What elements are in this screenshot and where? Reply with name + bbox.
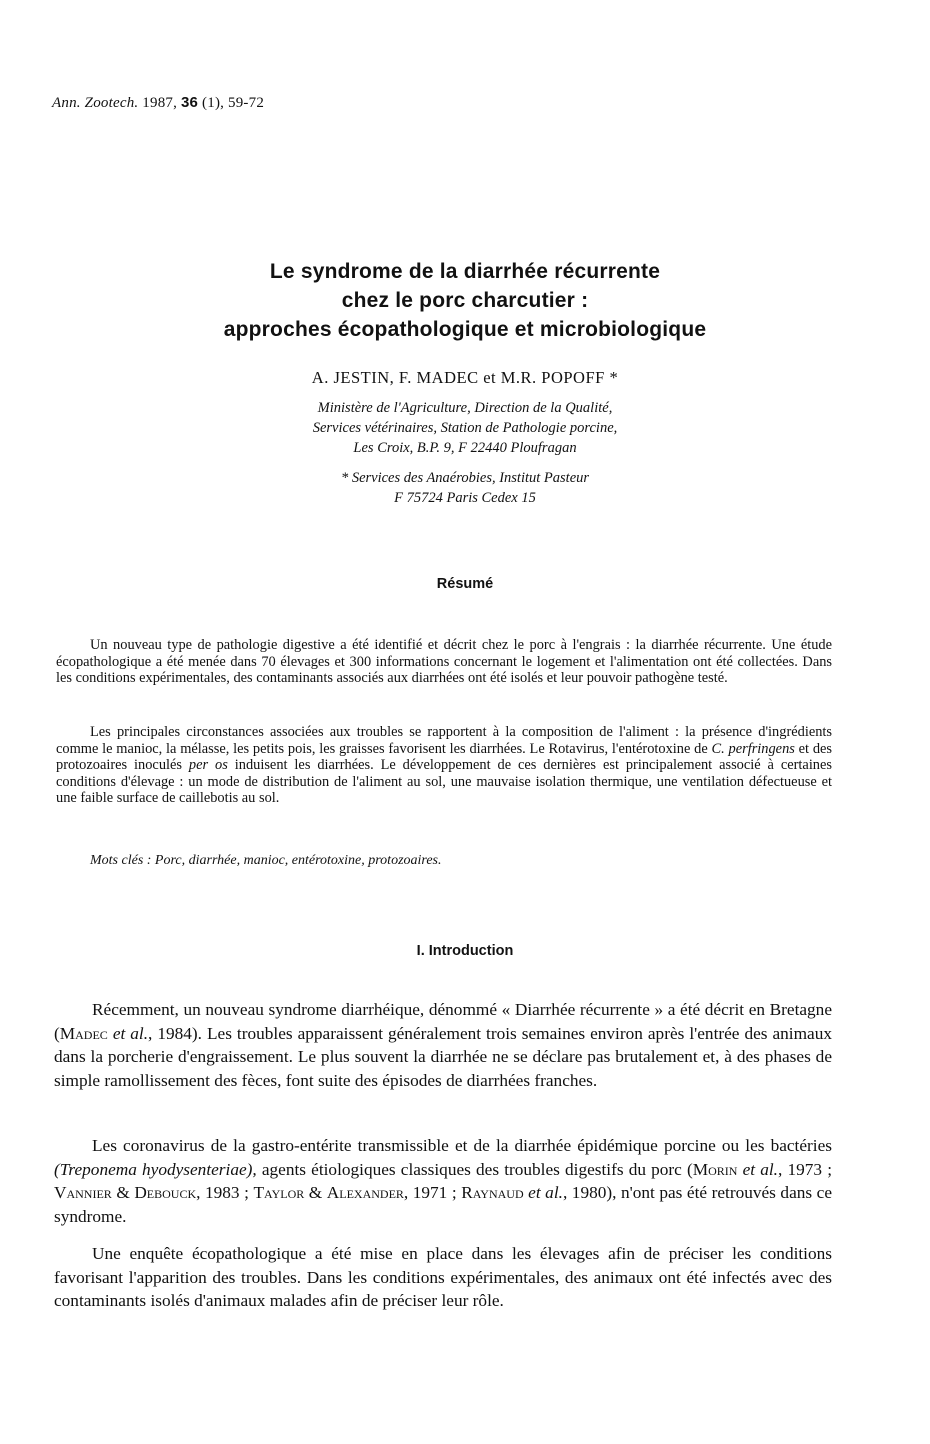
introduction-heading: I. Introduction [416,943,514,959]
ref-et-al: et al. [742,1159,779,1179]
intro-paragraph-1 [54,998,832,1092]
affiliation-1-line-2: Services vétérinaires, Station de Pathologie porcine, [312,420,618,436]
abstract-p2-text-e: induisent les diarrhées. Le développement de ces dernières est principalement associé à certaines conditions d'élevage : un mode de distribution de l'aliment au sol, une mauvaise isolation thermique, une ventilation défectueuse et une faible surface de caillebotis au sol. [56,757,832,806]
journal-citation [52,94,264,112]
species-treponema: (Treponema hyodysenteriae), [54,1159,257,1179]
affiliation-1-line-3: Les Croix, B.P. 9, F 22440 Ploufragan [353,440,577,456]
abstract-p2-text-c: et des protozoaires inoculés [56,740,833,773]
journal-volume: 36 [181,94,199,111]
ref-author-raynaud: Raynaud [461,1183,524,1202]
ref-author-vannier: Vannier [54,1183,112,1202]
abstract-p2-text-a: Les principales circonstances associées aux troubles se rapportent à la composition de l'aliment : la présence d'ingrédients comme le manioc, la mélasse, les petits pois, les graisses favorisent les diarrhées. Le Rotavirus, l'entérotoxine de [56,724,832,757]
ref-author-alexander: Alexander [326,1183,404,1202]
intro-p2-text-d: , 1983 ; [196,1183,254,1202]
species-c-perfringens: C. perfringens [711,740,795,757]
abstract-paragraph-1: Un nouveau type de pathologie digestive a été identifié et décrit chez le porc à l'engrais : la diarrhée récurrente. Une étude écopathologique a été menée dans 70 élevages et 300 informations concernant le logement et l'alimentation ont été collectées. Dans les conditions expérimentales, des contaminants associés aux diarrhées ont été isolés et leur pouvoir pathogène testé. [56,637,832,686]
abstract-paragraph-2 [56,724,832,807]
title-line-3: approches écopathologique et microbiologique [223,318,707,341]
ref-author-debouck: Debouck [134,1183,197,1202]
title-line-2: chez le porc charcutier : [341,289,589,312]
intro-paragraph-3: Une enquête écopathologique a été mise en place dans les élevages afin de préciser les conditions favorisant l'apparition des troubles. Dans les conditions expérimentales, des animaux ont été infectés avec des contaminants isolés d'animaux malades afin de préciser leur rôle. [54,1244,832,1310]
ref-author-morin: Morin [692,1159,738,1179]
intro-p2-text-a: Les coronavirus de la gastro-entérite transmissible et de la diarrhée épidémique porcine ou les bactéries [92,1136,832,1155]
title-line-1: Le syndrome de la diarrhée récurrente [269,260,661,283]
intro-p2-text-b: agents étiologiques classiques des troubles digestifs du porc ( [256,1159,693,1179]
ref-author-madec: Madec [59,1023,108,1043]
resume-heading: Résumé [436,576,494,592]
keywords: Mots clés : Porc, diarrhée, manioc, entérotoxine, protozoaires. [90,853,442,868]
per-os-term: per os [188,757,228,773]
intro-p1-text-a: Récemment, un nouveau syndrome diarrhéique, dénommé « Diarrhée récurrente » a été décrit en Bretagne ( [54,1000,832,1043]
intro-p2-text-c: , 1973 ; [778,1159,832,1179]
affiliation-2-line-2: F 75724 Paris Cedex 15 [394,490,536,506]
journal-issue-pages: (1), 59-72 [202,95,265,111]
ref-et-al: et al. [112,1023,149,1043]
intro-paragraph-2 [54,1134,832,1228]
intro-p2-text-f: , 1980), n'ont pas été retrouvés dans ce syndrome. [54,1183,832,1226]
intro-p1-text-b: , 1984). Les troubles apparaissent généralement trois semaines environ après l'entrée des animaux dans la porcherie d'engraissement. Le plus souvent la diarrhée ne se déclare pas brutalement et, à des phases de simple ramollissement des fèces, font suite des épisodes de diarrhées franches. [54,1023,832,1090]
journal-year: 1987, [142,95,178,111]
ref-author-taylor: Taylor [253,1183,305,1202]
authors: A. JESTIN, F. MADEC et M.R. POPOFF * [311,368,619,387]
ref-et-al: et al. [528,1183,563,1202]
ref-ampersand: & [304,1183,327,1202]
intro-p2-text-e: , 1971 ; [403,1183,462,1202]
ref-ampersand: & [111,1183,135,1202]
affiliation-2-line-1: * Services des Anaérobies, Institut Pasteur [340,470,590,486]
journal-name: Ann. Zootech. [52,95,139,111]
affiliation-1-line-1: Ministère de l'Agriculture, Direction de la Qualité, [317,400,613,416]
